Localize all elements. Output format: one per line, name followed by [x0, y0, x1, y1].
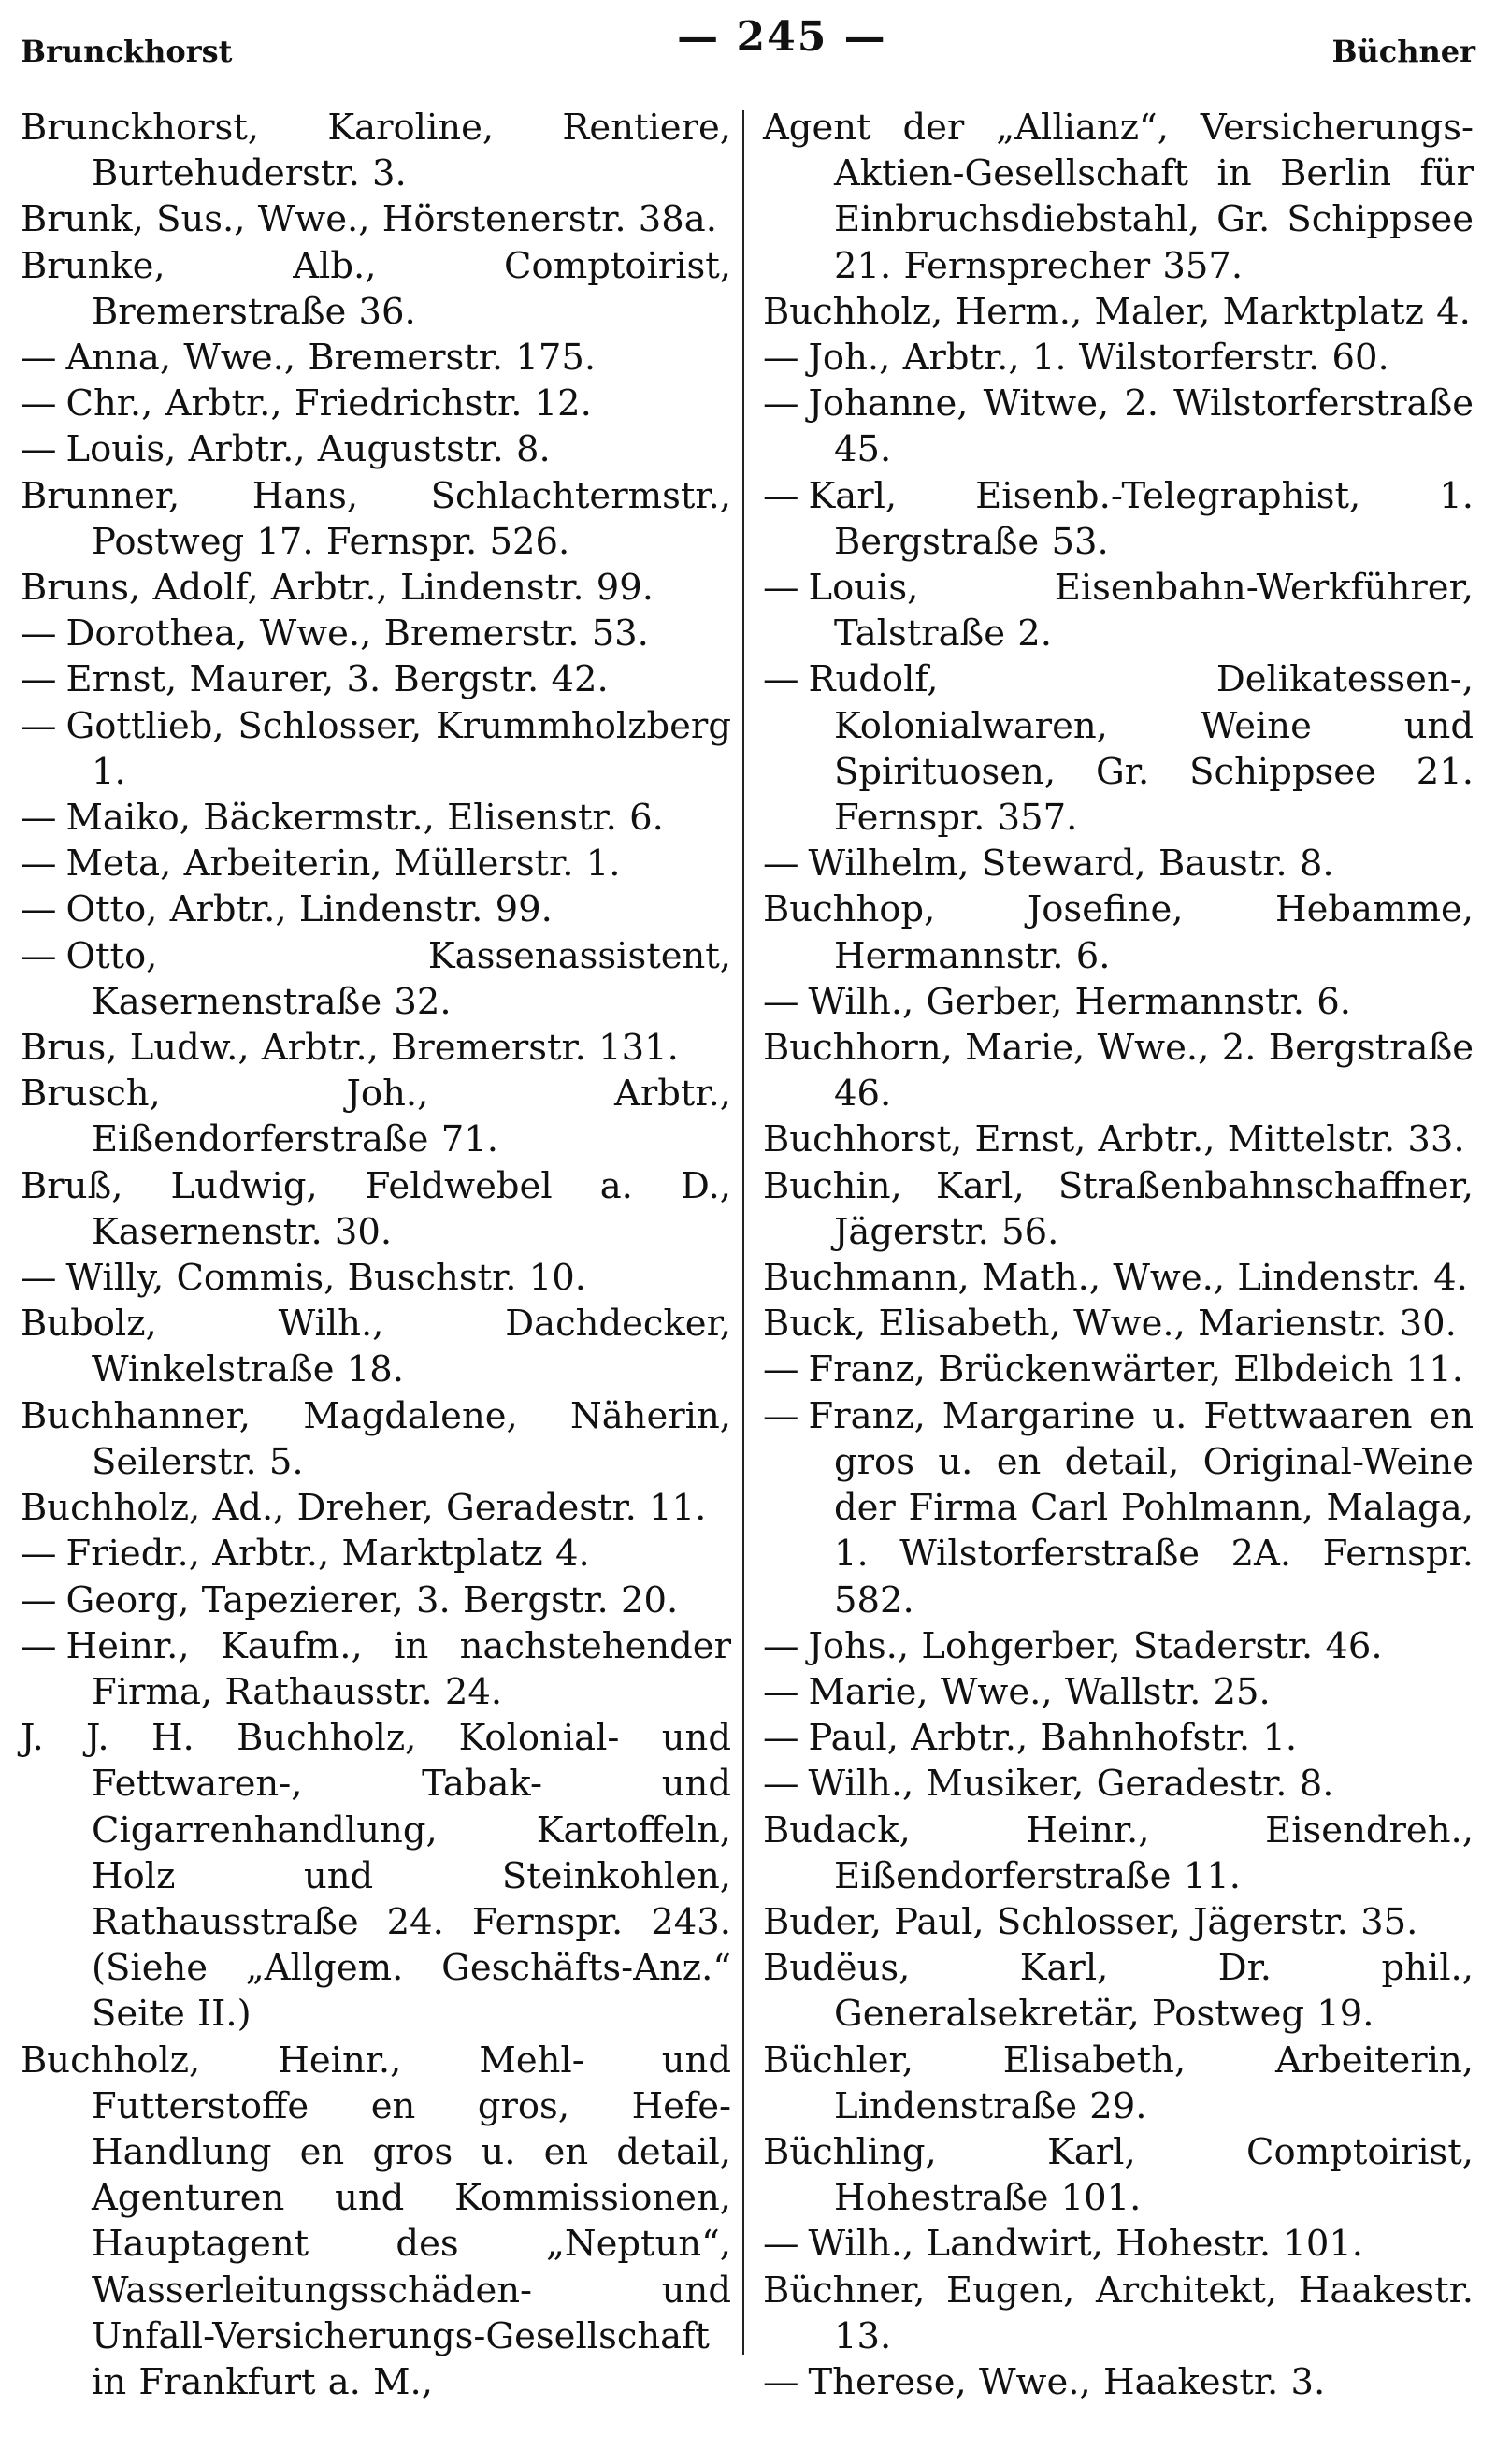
- ditto-dash: —: [21, 1533, 57, 1576]
- ditto-dash: —: [763, 658, 799, 701]
- ditto-dash: —: [763, 1348, 799, 1391]
- directory-entry: [763, 1899, 1474, 1945]
- entry-text: Buchmann, Math., Wwe., Lindenstr. 4.: [763, 1257, 1468, 1300]
- directory-entry: [763, 979, 1474, 1025]
- entry-text: Franz, Brückenwärter, Elbdeich 11.: [808, 1348, 1463, 1391]
- directory-entry: [763, 1715, 1474, 1761]
- directory-entry: [21, 2038, 731, 2406]
- entry-text: Büchling, Karl, Comptoirist, Hohestraße 101.: [763, 2130, 1474, 2220]
- entry-text: Chr., Arbtr., Friedrichstr. 12.: [65, 382, 592, 425]
- entry-text: Therese, Wwe., Haakestr. 3.: [808, 2360, 1326, 2403]
- directory-entry: [763, 2268, 1474, 2359]
- entry-text: Buchholz, Herm., Maler, Marktplatz 4.: [763, 290, 1471, 333]
- entry-text: Ernst, Maurer, 3. Bergstr. 42.: [65, 658, 609, 701]
- ditto-dash: —: [21, 934, 57, 977]
- entry-text: Buchhop, Josefine, Hebamme, Hermannstr. 6.: [763, 888, 1474, 977]
- directory-entry: [21, 243, 731, 335]
- directory-entry: [763, 2129, 1474, 2221]
- ditto-dash: —: [763, 567, 799, 610]
- ditto-dash: —: [763, 1394, 799, 1437]
- directory-entry: [763, 289, 1474, 335]
- columns: [21, 105, 1479, 2442]
- entry-text: J. J. H. Buchholz, Kolonial- und Fettwaren-, Tabak- und Cigarrenhandlung, Kartoffeln, Holz und Steinkohlen, Rathausstraße 24. Fernspr. 243. (Siehe „Allgem. Geschäfts-Anz.“ Seite II.): [21, 1717, 731, 2036]
- ditto-dash: —: [763, 1763, 799, 1806]
- ditto-dash: —: [763, 382, 799, 425]
- entry-text: Louis, Arbtr., Auguststr. 8.: [65, 428, 551, 471]
- ditto-dash: —: [21, 704, 57, 747]
- entry-text: Buchhorst, Ernst, Arbtr., Mittelstr. 33.: [763, 1118, 1465, 1161]
- directory-entry: [21, 1578, 731, 1623]
- entry-text: Bruns, Adolf, Arbtr., Lindenstr. 99.: [21, 567, 654, 610]
- ditto-dash: —: [763, 1670, 799, 1713]
- ditto-dash: —: [21, 337, 57, 380]
- directory-entry: [763, 1255, 1474, 1301]
- directory-entry: [763, 656, 1474, 841]
- ditto-dash: —: [21, 1578, 57, 1621]
- entry-text: Rudolf, Delikatessen-, Kolonialwaren, Weine und Spirituosen, Gr. Schippsee 21. Fernspr. 357.: [808, 658, 1474, 840]
- entry-text: Büchner, Eugen, Architekt, Haakestr. 13.: [763, 2269, 1474, 2357]
- entry-text: Brunke, Alb., Comptoirist, Bremerstraße 36.: [21, 244, 731, 333]
- directory-entry: [21, 1025, 731, 1071]
- right-column: [744, 105, 1474, 2442]
- entry-text: Karl, Eisenb.-Telegraphist, 1. Bergstraße 53.: [808, 474, 1474, 563]
- directory-entry: [21, 196, 731, 242]
- directory-entry: [21, 1485, 731, 1531]
- entry-text: Brunner, Hans, Schlachtermstr., Postweg 17. Fernspr. 526.: [21, 474, 731, 563]
- entry-text: Heinr., Kaufm., in nachstehender Firma, Rathausstr. 24.: [65, 1624, 731, 1713]
- entry-text: Buchin, Karl, Straßenbahnschaffner, Jägerstr. 56.: [763, 1164, 1474, 1253]
- entry-text: Wilhelm, Steward, Baustr. 8.: [808, 843, 1334, 886]
- directory-entry: [21, 656, 731, 702]
- entry-text: Brunk, Sus., Wwe., Hörstenerstr. 38a.: [21, 198, 717, 241]
- directory-entry: [21, 1715, 731, 2037]
- ditto-dash: —: [763, 1717, 799, 1760]
- directory-entry: [21, 381, 731, 426]
- directory-entry: [763, 1163, 1474, 1255]
- entry-text: Buchhorn, Marie, Wwe., 2. Bergstraße 46.: [763, 1027, 1474, 1116]
- entry-text: Paul, Arbtr., Bahnhofstr. 1.: [808, 1717, 1298, 1760]
- entry-text: Johs., Lohgerber, Staderstr. 46.: [808, 1624, 1383, 1667]
- entry-text: Franz, Margarine u. Fettwaaren en gros u. en detail, Original-Weine der Firma Carl Pohlmann, Malaga, 1. Wilstorferstraße 2A. Fernspr. 582.: [808, 1394, 1474, 1621]
- directory-entry: [763, 886, 1474, 978]
- directory-entry: [21, 426, 731, 472]
- entry-text: Louis, Eisenbahn-Werkführer, Talstraße 2.: [808, 567, 1474, 656]
- entry-text: Wilh., Gerber, Hermannstr. 6.: [808, 980, 1351, 1023]
- ditto-dash: —: [763, 2223, 799, 2266]
- directory-entry: [21, 473, 731, 565]
- directory-entry: [763, 1945, 1474, 2037]
- ditto-dash: —: [21, 382, 57, 425]
- directory-entry: [763, 105, 1474, 289]
- directory-entry: [21, 1301, 731, 1392]
- entry-text: Brusch, Joh., Arbtr., Eißendorferstraße 71.: [21, 1073, 731, 1161]
- entry-text: Georg, Tapezierer, 3. Bergstr. 20.: [65, 1578, 679, 1621]
- directory-entry: [21, 795, 731, 841]
- entry-text: Budëus, Karl, Dr. phil., Generalsekretär, Postweg 19.: [763, 1947, 1474, 2036]
- entry-text: Bruß, Ludwig, Feldwebel a. D., Kasernenstr. 30.: [21, 1164, 731, 1253]
- directory-entry: [763, 473, 1474, 565]
- entry-text: Friedr., Arbtr., Marktplatz 4.: [65, 1533, 590, 1576]
- entry-text: Otto, Kassenassistent, Kasernenstraße 32.: [65, 934, 731, 1023]
- entry-text: Anna, Wwe., Bremerstr. 175.: [65, 337, 597, 380]
- entry-text: Budack, Heinr., Eisendreh., Eißendorferstraße 11.: [763, 1808, 1474, 1897]
- entry-text: Meta, Arbeiterin, Müllerstr. 1.: [65, 843, 621, 886]
- directory-entry: [763, 841, 1474, 886]
- entry-text: Buchholz, Heinr., Mehl- und Futterstoffe en gros, Hefe-Handlung en gros u. en detail, Agenturen und Kommissionen, Hauptagent des „Neptun“, Wasserleitungsschäden- und Unfall-Versicherungs-Gesellschaft in Frankfurt a. M.,: [21, 2039, 731, 2403]
- directory-entry: [21, 1163, 731, 1255]
- directory-entry: [21, 1623, 731, 1715]
- entry-text: Willy, Commis, Buschstr. 10.: [65, 1257, 586, 1300]
- entry-text: Buchholz, Ad., Dreher, Geradestr. 11.: [21, 1487, 707, 1530]
- directory-entry: [21, 1071, 731, 1162]
- entry-text: Büchler, Elisabeth, Arbeiterin, Lindenstraße 29.: [763, 2039, 1474, 2127]
- directory-entry: [763, 1347, 1474, 1392]
- directory-entry: [763, 2038, 1474, 2129]
- entry-text: Buchhanner, Magdalene, Näherin, Seilerstr. 5.: [21, 1394, 731, 1483]
- directory-entry: [763, 381, 1474, 472]
- directory-entry: [763, 2359, 1474, 2405]
- entry-text: Agent der „Allianz“, Versicherungs-Aktien-Gesellschaft in Berlin für Einbruchsdiebstahl, Gr. Schippsee 21. Fernsprecher 357.: [763, 107, 1474, 287]
- entry-text: Johanne, Witwe, 2. Wilstorferstraße 45.: [808, 382, 1474, 471]
- page-number: — 245 —: [677, 13, 887, 61]
- directory-entry: [763, 1025, 1474, 1117]
- directory-entry: [21, 933, 731, 1025]
- directory-entry: [21, 565, 731, 611]
- directory-entry: [21, 335, 731, 381]
- ditto-dash: —: [763, 337, 799, 380]
- directory-entry: [763, 1669, 1474, 1715]
- running-head: [21, 13, 1475, 88]
- entry-text: Maiko, Bäckermstr., Elisenstr. 6.: [65, 797, 664, 840]
- ditto-dash: —: [21, 658, 57, 701]
- directory-entry: [21, 611, 731, 656]
- ditto-dash: —: [21, 797, 57, 840]
- directory-entry: [763, 1117, 1474, 1162]
- ditto-dash: —: [21, 428, 57, 471]
- entry-text: Bubolz, Wilh., Dachdecker, Winkelstraße 18.: [21, 1303, 731, 1391]
- directory-entry: [21, 1255, 731, 1301]
- ditto-dash: —: [21, 1624, 57, 1667]
- directory-entry: [763, 1623, 1474, 1669]
- directory-entry: [763, 1301, 1474, 1347]
- directory-entry: [763, 2221, 1474, 2267]
- entry-text: Dorothea, Wwe., Bremerstr. 53.: [65, 612, 649, 656]
- directory-entry: [21, 105, 731, 196]
- entry-text: Buder, Paul, Schlosser, Jägerstr. 35.: [763, 1900, 1418, 1943]
- entry-text: Wilh., Musiker, Geradestr. 8.: [808, 1763, 1334, 1806]
- directory-entry: [763, 565, 1474, 656]
- ditto-dash: —: [21, 888, 57, 931]
- ditto-dash: —: [21, 612, 57, 656]
- ditto-dash: —: [763, 980, 799, 1023]
- directory-entry: [21, 703, 731, 795]
- directory-entry: [21, 886, 731, 932]
- entry-text: Gottlieb, Schlosser, Krummholzberg 1.: [65, 704, 731, 793]
- entry-text: Marie, Wwe., Wallstr. 25.: [808, 1670, 1271, 1713]
- entry-text: Otto, Arbtr., Lindenstr. 99.: [65, 888, 553, 931]
- ditto-dash: —: [763, 1624, 799, 1667]
- entry-text: Joh., Arbtr., 1. Wilstorferstr. 60.: [808, 337, 1389, 380]
- directory-entry: [763, 335, 1474, 381]
- entry-text: Buck, Elisabeth, Wwe., Marienstr. 30.: [763, 1303, 1457, 1346]
- entry-text: Brus, Ludw., Arbtr., Bremerstr. 131.: [21, 1027, 679, 1070]
- left-column: [21, 105, 742, 2442]
- running-head-left: Brunckhorst: [21, 34, 233, 69]
- entry-text: Wilh., Landwirt, Hohestr. 101.: [808, 2223, 1364, 2266]
- entry-text: Brunckhorst, Karoline, Rentiere, Burtehuderstr. 3.: [21, 107, 731, 195]
- directory-entry: [763, 1808, 1474, 1899]
- ditto-dash: —: [21, 1257, 57, 1300]
- directory-entry: [21, 1531, 731, 1577]
- directory-entry: [763, 1761, 1474, 1807]
- ditto-dash: —: [763, 474, 799, 517]
- directory-entry: [21, 1393, 731, 1485]
- directory-entry: [763, 1393, 1474, 1623]
- ditto-dash: —: [763, 843, 799, 886]
- directory-entry: [21, 841, 731, 886]
- running-head-right: Büchner: [1331, 34, 1475, 69]
- ditto-dash: —: [21, 843, 57, 886]
- ditto-dash: —: [763, 2360, 799, 2403]
